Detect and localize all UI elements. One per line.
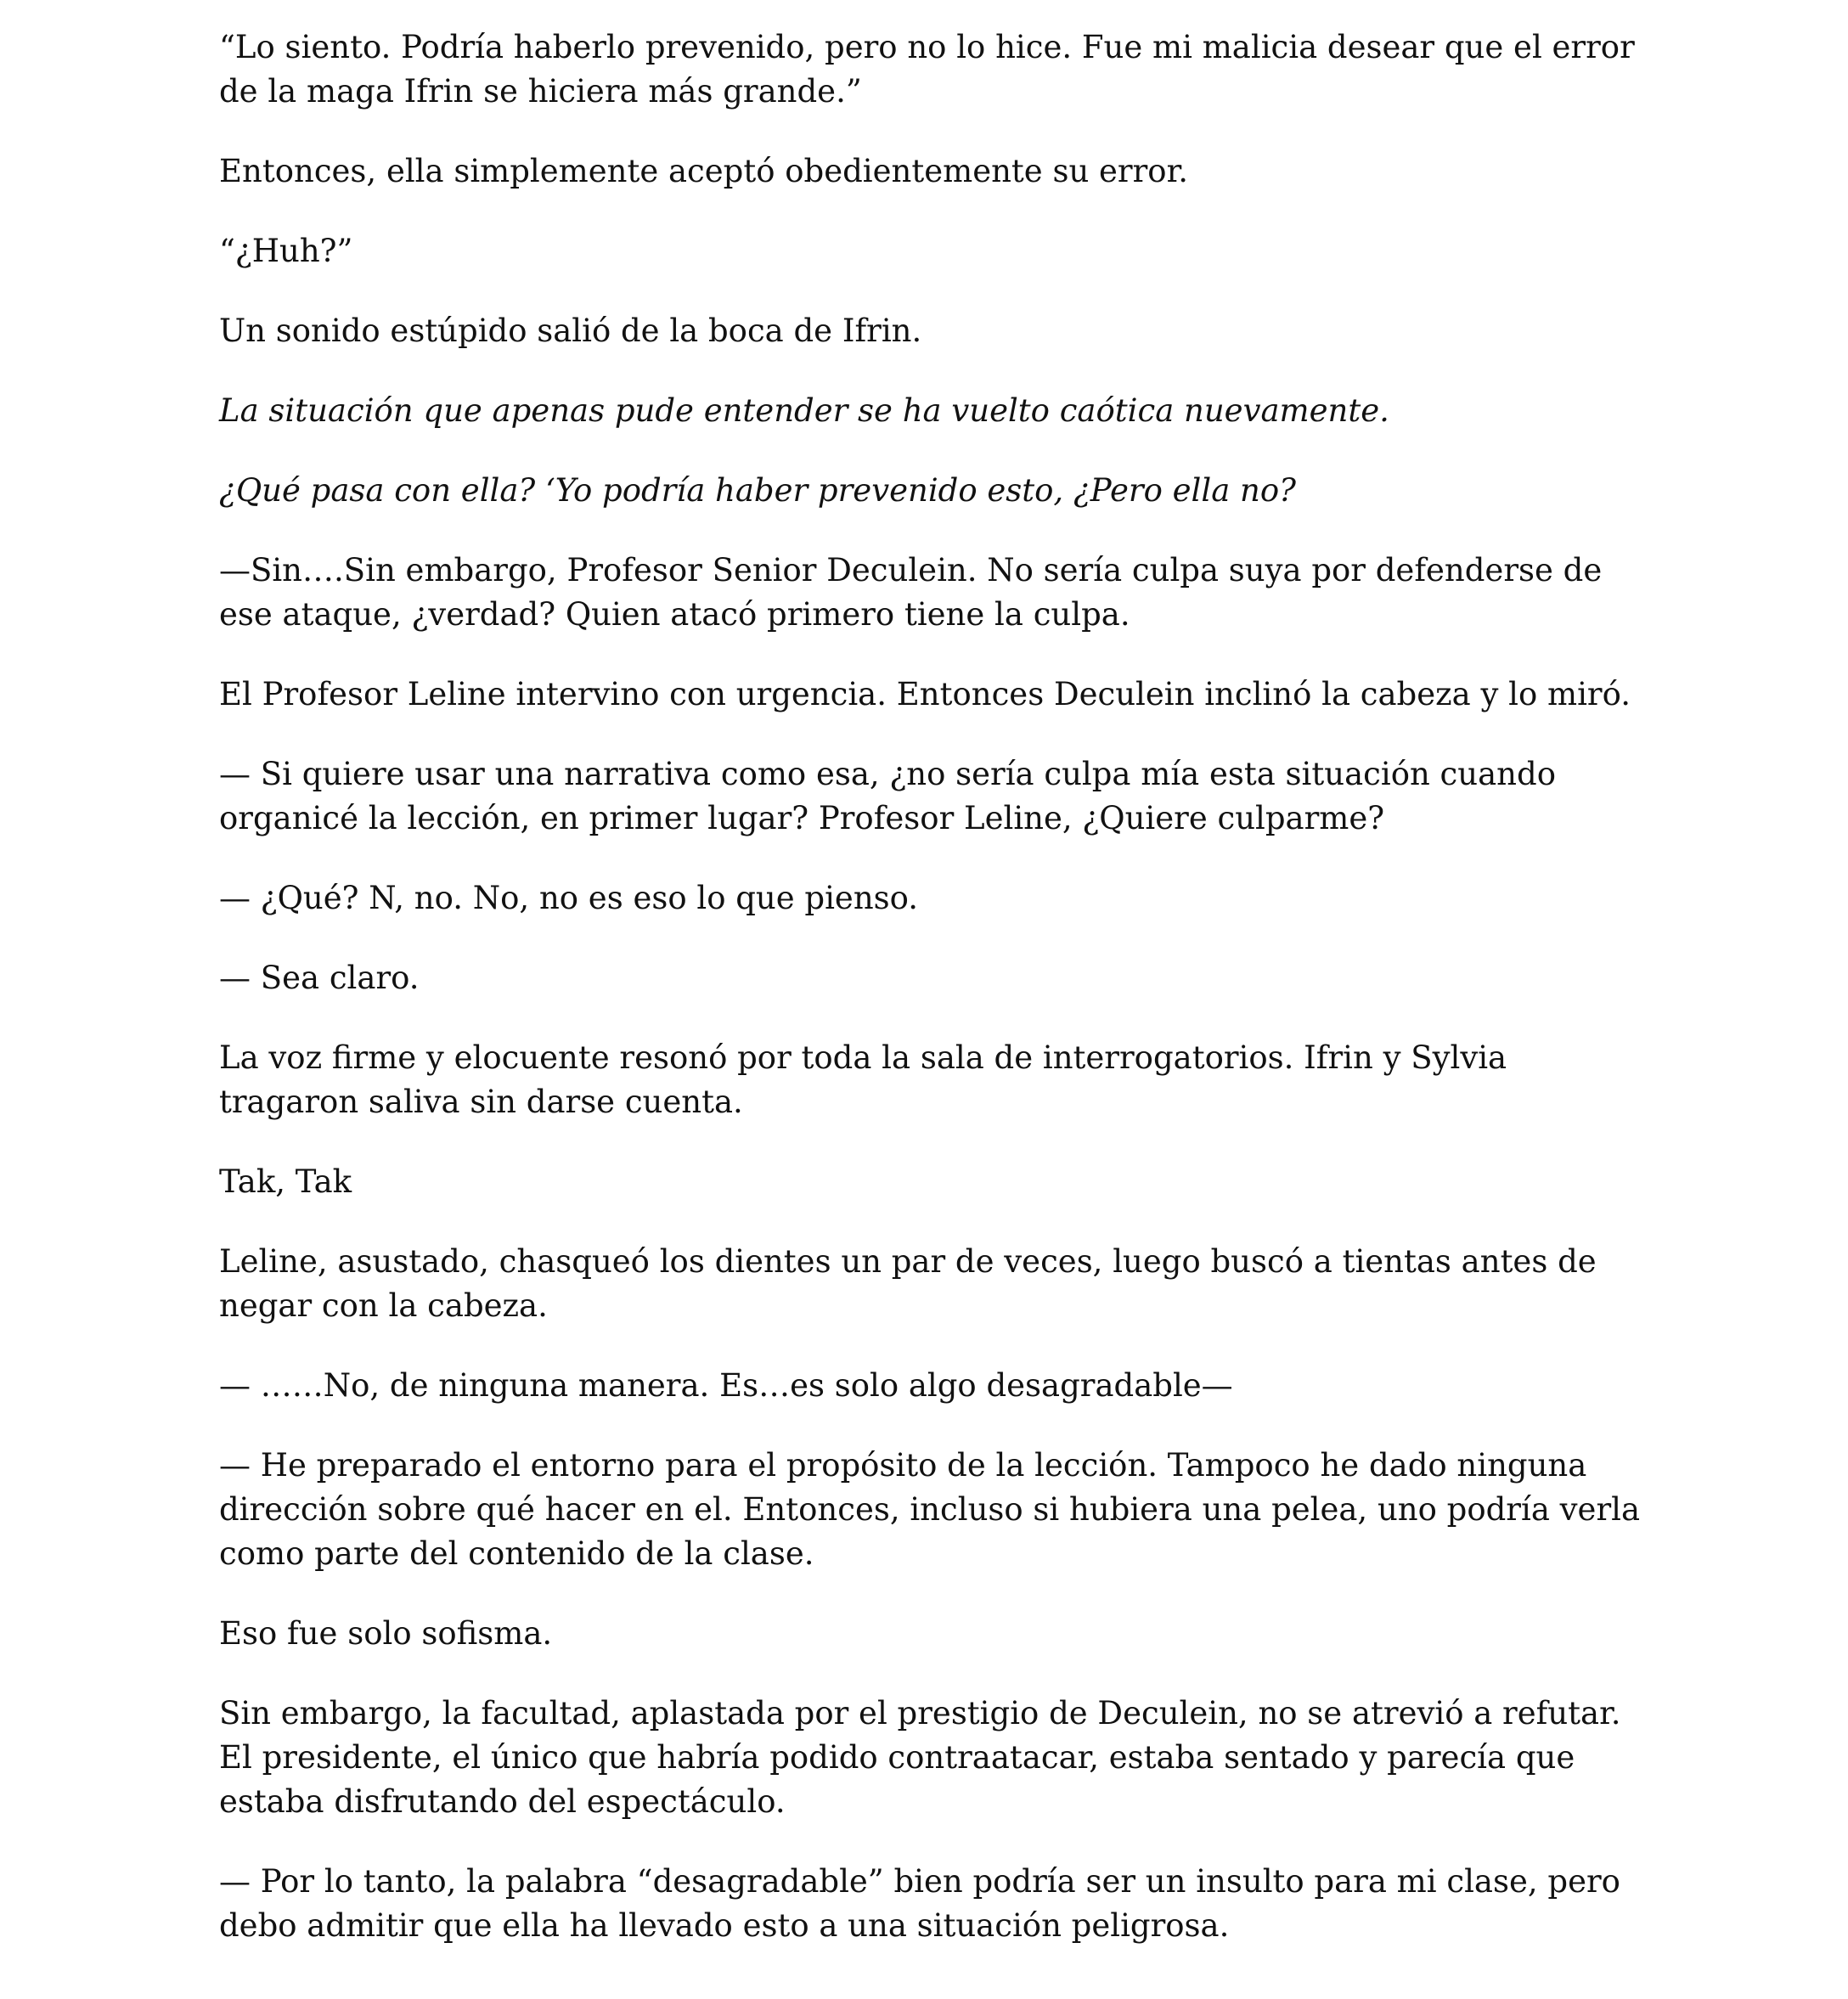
paragraph-10: — ¿Qué? N, no. No, no es eso lo que pienso. xyxy=(219,880,919,916)
paragraph-14: Leline, asustado, chasqueó los dientes un par de veces, luego buscó a tientas antes de negar con la cabeza. xyxy=(219,1243,1597,1324)
paragraph-13: Tak, Tak xyxy=(219,1163,352,1200)
paragraph-6-italic: ¿Qué pasa con ella? ‘Yo podría haber prevenido esto, ¿Pero ella no? xyxy=(219,472,1296,509)
document-page xyxy=(219,25,1646,1984)
paragraph-3: “¿Huh?” xyxy=(219,233,353,269)
paragraph-7: —Sin….Sin embargo, Profesor Senior Deculein. No sería culpa suya por defenderse de ese ataque, ¿verdad? Quien atacó primero tiene la culpa. xyxy=(219,552,1603,633)
paragraph-19: — Por lo tanto, la palabra “desagradable” bien podría ser un insulto para mi clase, pero debo admitir que ella ha llevado esto a una situación peligrosa. xyxy=(219,1863,1620,1944)
paragraph-11: — Sea claro. xyxy=(219,960,420,996)
paragraph-2: Entonces, ella simplemente aceptó obedientemente su error. xyxy=(219,153,1188,189)
paragraph-16: — He preparado el entorno para el propósito de la lección. Tampoco he dado ninguna dirección sobre qué hacer en el. Entonces, incluso si hubiera una pelea, uno podría verla como parte del contenido de la clase. xyxy=(219,1447,1641,1572)
paragraph-9: — Si quiere usar una narrativa como esa, ¿no sería culpa mía esta situación cuando organicé la lección, en primer lugar? Profesor Leline, ¿Quiere culparme? xyxy=(219,756,1556,836)
paragraph-8: El Profesor Leline intervino con urgencia. Entonces Deculein inclinó la cabeza y lo miró. xyxy=(219,676,1631,712)
paragraph-1: “Lo siento. Podría haberlo prevenido, pero no lo hice. Fue mi malicia desear que el error de la maga Ifrin se hiciera más grande.” xyxy=(219,29,1635,110)
paragraph-18: Sin embargo, la facultad, aplastada por el prestigio de Deculein, no se atrevió a refutar. El presidente, el único que habría podido contraatacar, estaba sentado y parecía que estaba disfrutando del espectáculo. xyxy=(219,1695,1621,1820)
paragraph-5-italic: La situación que apenas pude entender se ha vuelto caótica nuevamente. xyxy=(219,392,1389,429)
paragraph-12: La voz firme y elocuente resonó por toda la sala de interrogatorios. Ifrin y Sylvia tragaron saliva sin darse cuenta. xyxy=(219,1039,1507,1120)
paragraph-15: — ……No, de ninguna manera. Es…es solo algo desagradable— xyxy=(219,1367,1233,1404)
paragraph-4: Un sonido estúpido salió de la boca de Ifrin. xyxy=(219,313,922,349)
paragraph-17: Eso fue solo sofisma. xyxy=(219,1615,553,1652)
